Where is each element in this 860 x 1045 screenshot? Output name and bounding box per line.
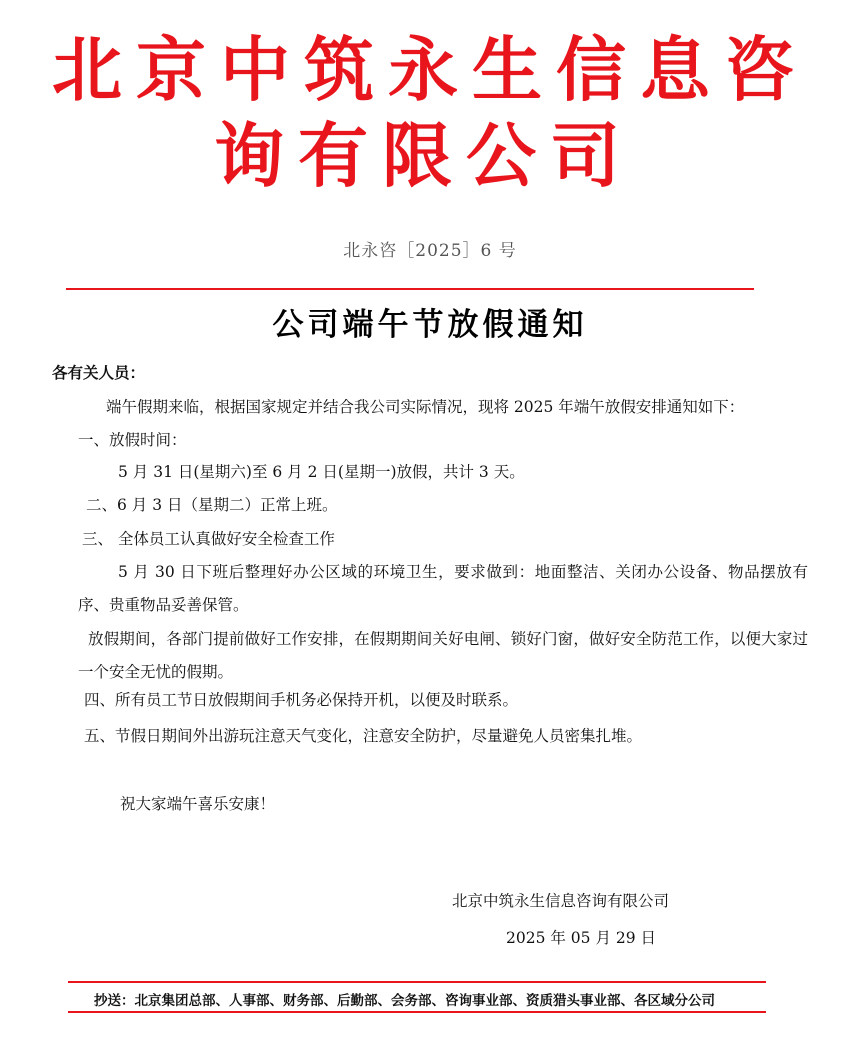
signature-date: 2025 年 05 月 29 日 (506, 929, 657, 947)
salutation: 各有关人员： (52, 363, 146, 382)
item-four: 四、所有员工节日放假期间手机务必保持开机，以便及时联系。 (84, 691, 519, 709)
header-divider (66, 288, 754, 290)
closing-wish: 祝大家端午喜乐安康！ (120, 795, 276, 813)
intro-paragraph: 端午假期来临，根据国家规定并结合我公司实际情况，现将 2025 年端午放假安排通知如下： (106, 398, 745, 416)
cc-bottom-rule (68, 1011, 766, 1013)
item-one-heading: 一、放假时间： (78, 431, 187, 449)
item-two: 二、6 月 3 日（星期二）正常上班。 (86, 496, 338, 514)
item-three-extra: 放假期间，各部门提前做好工作安排，在假期期间关好电闸、锁好门窗，做好安全防范工作，以便大家过一个安全无忧的假期。 (78, 630, 808, 681)
letterhead-title-line1: 北京中筑永生信息咨 (52, 29, 808, 111)
document-number: 北永咨［2025］6 号 (343, 241, 517, 261)
item-three-detail: 5 月 30 日下班后整理好办公区域的环境卫生，要求做到：地面整洁、关闭办公设备、物品摆放有序、贵重物品妥善保管。 (78, 563, 808, 614)
item-three-heading: 三、 全体员工认真做好安全检查工作 (82, 530, 335, 548)
cc-top-rule (68, 981, 766, 983)
cc-distribution: 抄送：北京集团总部、人事部、财务部、后勤部、会务部、咨询事业部、资质猎头事业部、各区域分公司 (94, 993, 715, 1009)
letterhead-title-line2: 询有限公司 (214, 115, 634, 197)
notice-title: 公司端午节放假通知 (272, 307, 588, 343)
item-one-detail: 5 月 31 日(星期六)至 6 月 2 日(星期一)放假，共计 3 天。 (118, 463, 525, 481)
item-five: 五、节假日期间外出游玩注意天气变化，注意安全防护，尽量避免人员密集扎堆。 (84, 727, 643, 745)
signature-company: 北京中筑永生信息咨询有限公司 (452, 892, 670, 910)
